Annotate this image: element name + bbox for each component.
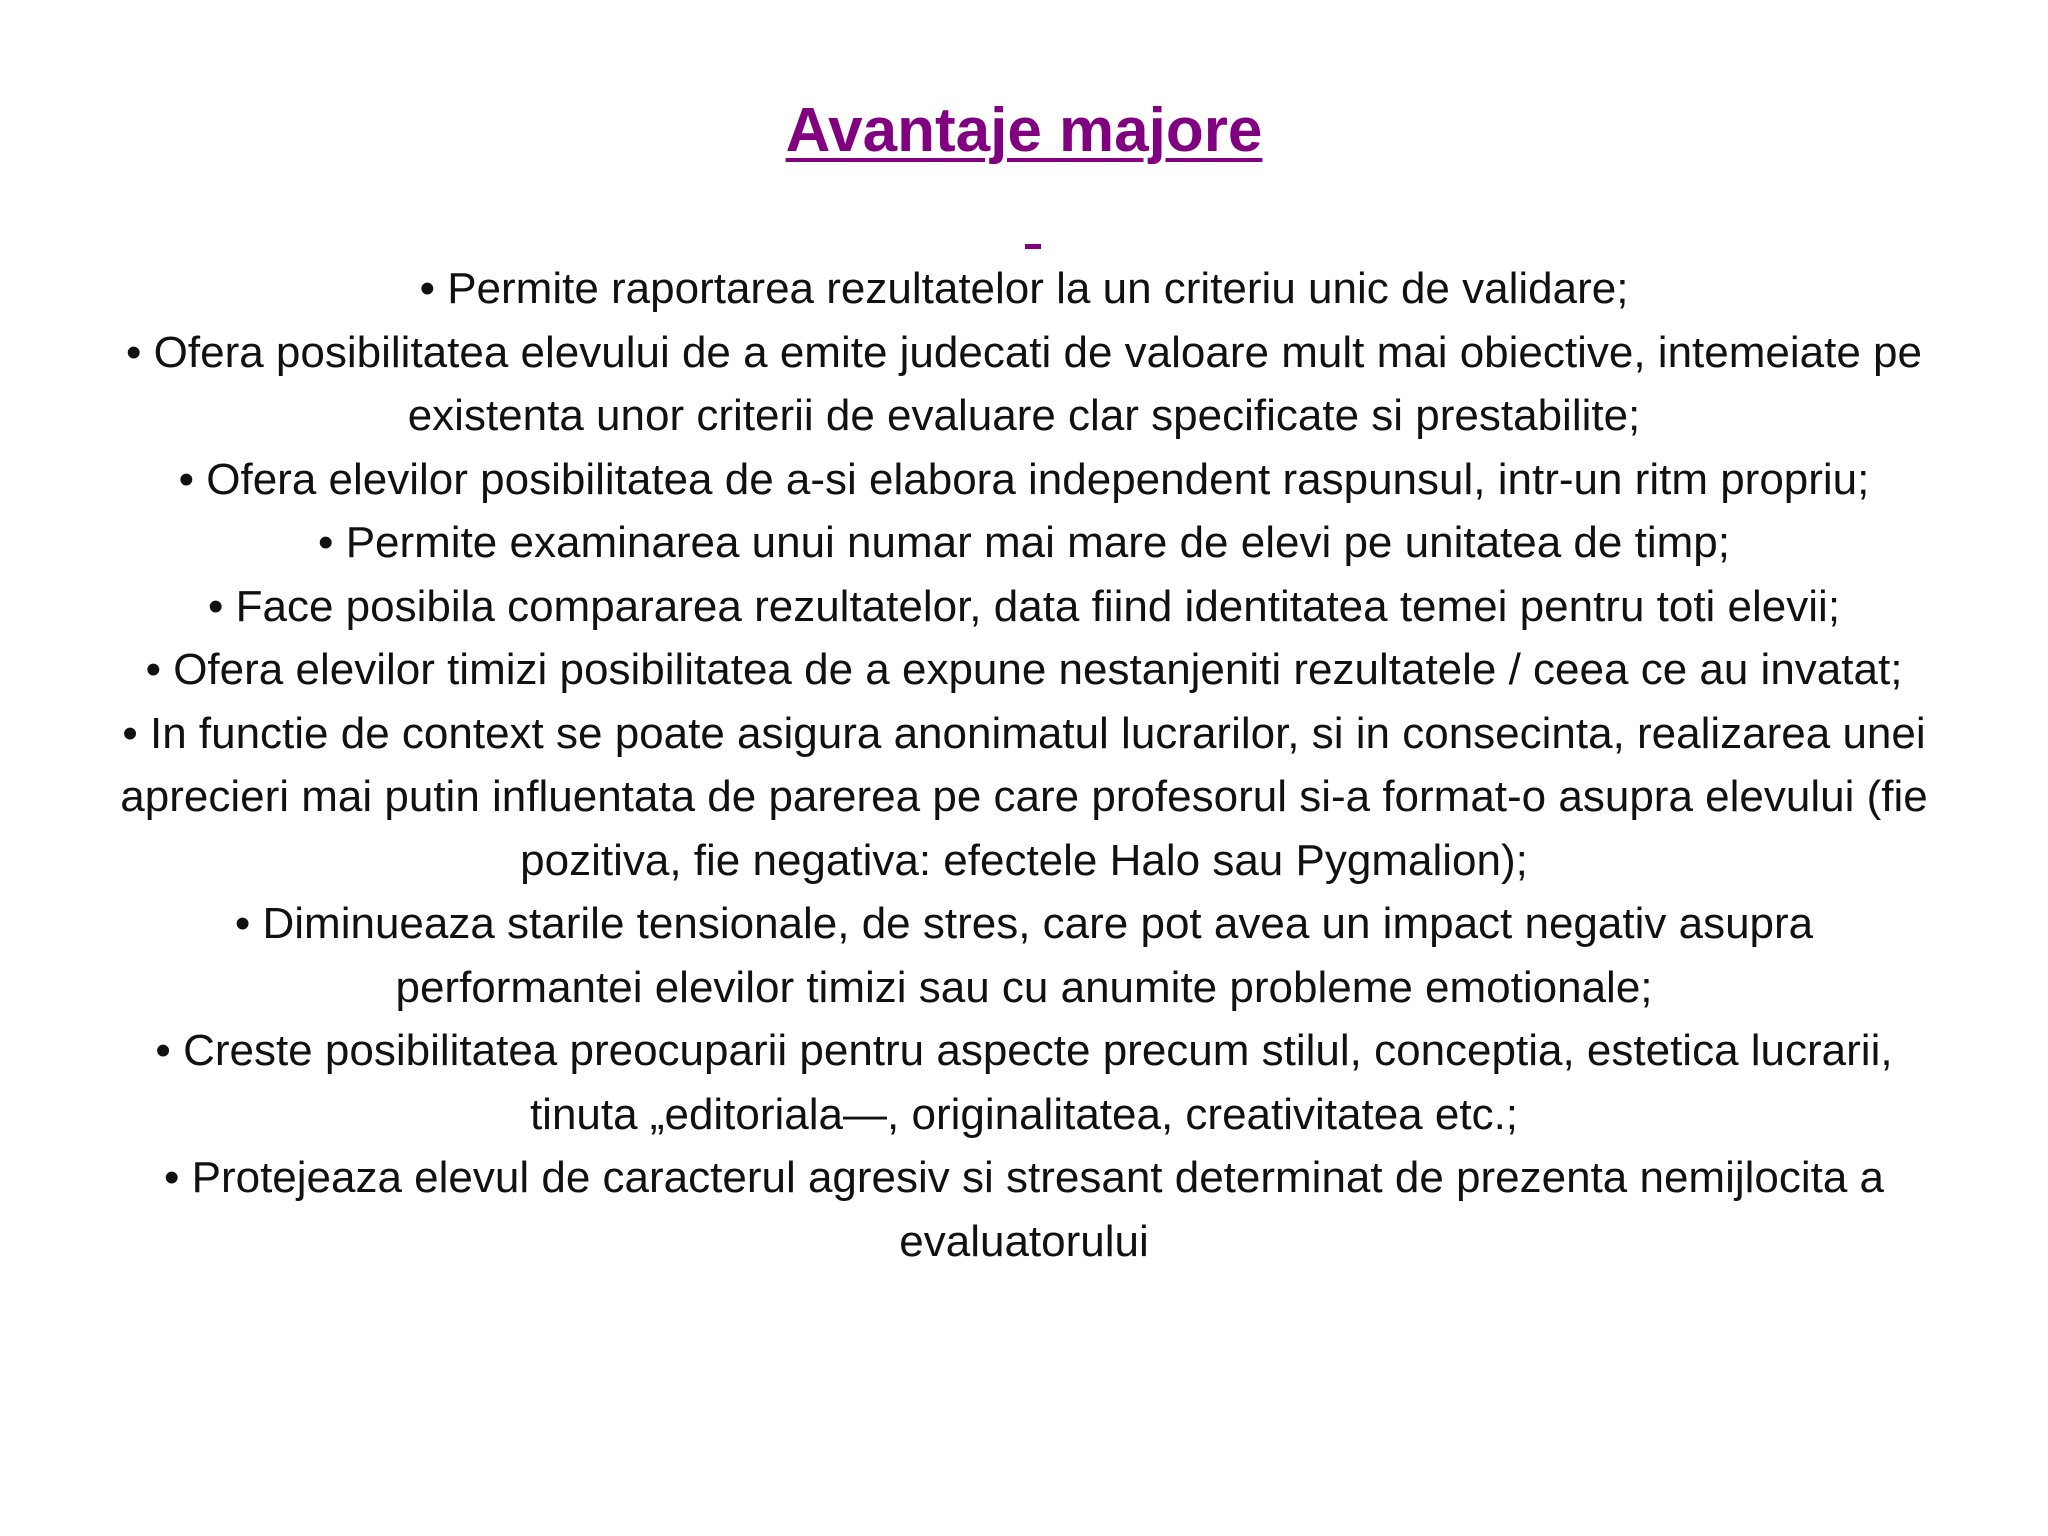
advantages-list xyxy=(120,257,1928,1273)
list-item-text: Creste posibilitatea preocuparii pentru aspecte precum stilul, conceptia, estetica lucrarii, tinuta „editoriala—, originalitatea, creativitatea etc.; xyxy=(183,1026,1893,1139)
list-item-text: Permite raportarea rezultatelor la un criteriu unic de validare; xyxy=(447,264,1629,313)
list-item-text: Ofera elevilor posibilitatea de a-si elabora independent raspunsul, intr-un ritm propriu; xyxy=(206,454,1870,504)
list-item xyxy=(120,702,1928,893)
list-item xyxy=(120,511,1928,575)
bullet: • xyxy=(234,899,251,948)
list-item-text: Ofera posibilitatea elevului de a emite judecati de valoare mult mai obiective, intemeiate pe existenta unor criterii de evaluare clar specificate si prestabilite; xyxy=(153,327,1922,440)
list-item-text: Diminueaza starile tensionale, de stres, care pot avea un impact negativ asupra performantei elevilor timizi sau cu anumite probleme emotionale; xyxy=(262,899,1814,1012)
list-item-text: Permite examinarea unui numar mai mare de elevi pe unitatea de timp; xyxy=(345,518,1730,567)
bullet: • xyxy=(155,1026,171,1075)
bullet: • xyxy=(178,454,195,504)
list-item-text: In functie de context se poate asigura anonimatul lucrarilor, si in consecinta, realizarea unei aprecieri mai putin influentata de parerea pe care profesorul si-a format-o asupra elevului (fie pozitiva, fie negativa: efectele Halo sau Pygmalion); xyxy=(120,708,1928,885)
bullet: • xyxy=(207,581,224,631)
list-item xyxy=(120,321,1928,448)
list-item xyxy=(120,1019,1928,1146)
bullet: • xyxy=(126,327,142,377)
slide-title: Avantaje majore xyxy=(785,96,1263,165)
list-item xyxy=(120,892,1928,1019)
list-item-text: Ofera elevilor timizi posibilitatea de a expune nestanjeniti rezultatele / ceea ce au invatat; xyxy=(173,645,1903,694)
title-dash xyxy=(1025,244,1041,249)
list-item xyxy=(120,638,1928,702)
bullet: • xyxy=(419,264,435,313)
list-item-text: Protejeaza elevul de caracterul agresiv si stresant determinat de prezenta nemijlocita a evaluatorului xyxy=(191,1153,1885,1266)
list-item xyxy=(120,1146,1928,1273)
list-item xyxy=(120,575,1928,639)
list-item xyxy=(120,257,1928,321)
bullet: • xyxy=(318,518,334,567)
bullet: • xyxy=(145,645,161,694)
list-item-text: Face posibila compararea rezultatelor, data fiind identitatea temei pentru toti elevii; xyxy=(235,581,1841,631)
bullet: • xyxy=(122,708,138,758)
list-item xyxy=(120,448,1928,512)
bullet: • xyxy=(163,1153,180,1202)
